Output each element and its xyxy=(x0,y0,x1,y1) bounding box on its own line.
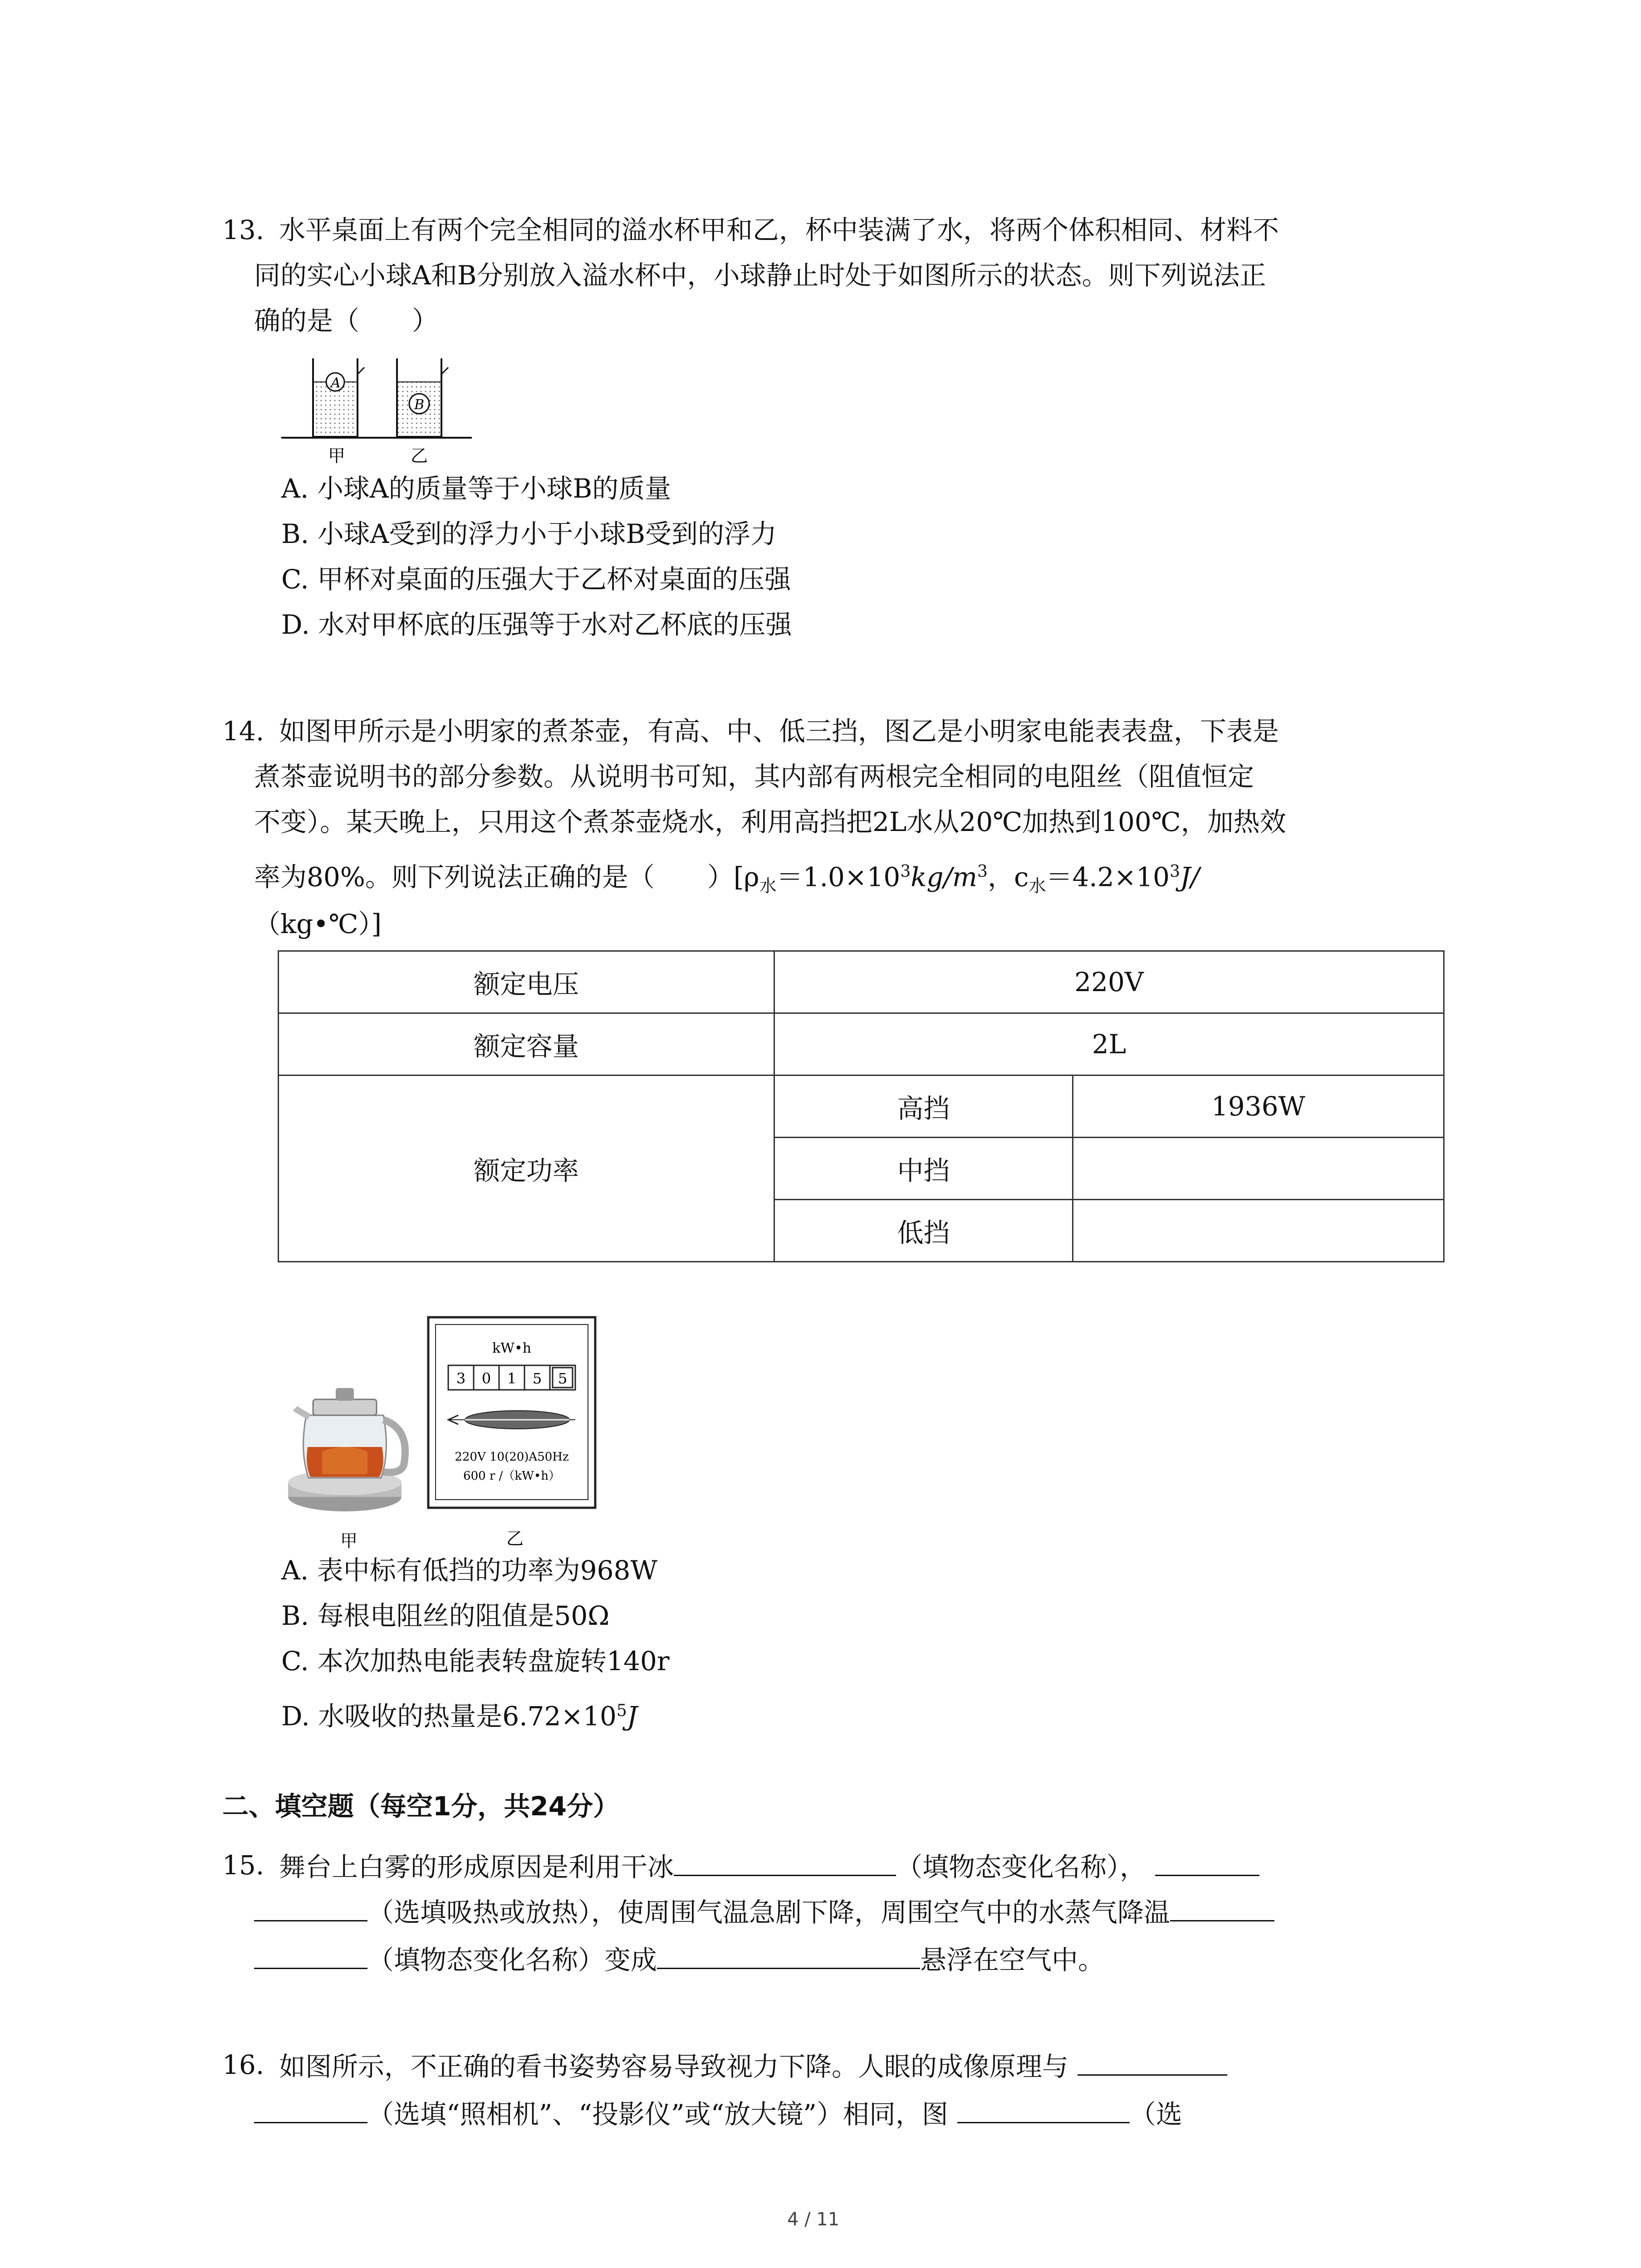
meter-digit: 3 xyxy=(456,1370,466,1387)
question-text-line: （填物态变化名称）变成 悬浮在空气中。 xyxy=(254,1941,1104,1977)
tea-kettle-image xyxy=(281,1361,417,1551)
ball-a-label: A xyxy=(331,375,341,391)
answer-blank[interactable] xyxy=(1155,1848,1259,1876)
question-number: 13. xyxy=(222,215,265,245)
question-text-line: （选填吸热或放热），使周围气温急剧下降，周围空气中的水蒸气降温 xyxy=(254,1894,1274,1929)
meter-digit: 5 xyxy=(558,1370,568,1387)
option-c: C. 本次加热电能表转盘旋转140r xyxy=(281,1646,670,1677)
question-text-line: 率为80%。则下列说法正确的是（ ）[$\rho_水=1.0\times 10^3kg/m^3$，$c_水=4.2\times 10^3J/$ xyxy=(254,861,1200,896)
table-cell: 2L xyxy=(774,1013,1444,1075)
cup-label-yi: 乙 xyxy=(411,446,428,466)
question-text-line: （选填“照相机”、“投影仪”或“放大镜”）相同，图 （选 xyxy=(254,2096,1182,2131)
question-text-line: （kg•℃）] xyxy=(254,909,382,939)
answer-blank[interactable] xyxy=(254,2096,367,2123)
meter-rev-spec: 600 r /（kW•h） xyxy=(463,1469,560,1483)
spec-table xyxy=(278,950,1445,1262)
question-text-line: 如图所示，不正确的看书姿势容易导致视力下降。人眼的成像原理与 xyxy=(279,2048,1227,2083)
question-number: 15. xyxy=(222,1850,265,1881)
question-text-line: 确的是（ ） xyxy=(254,305,439,336)
table-cell: 额定电压 xyxy=(279,951,774,1013)
option-a: A. 小球A的质量等于小球B的质量 xyxy=(281,473,671,504)
option-b: B. 每根电阻丝的阻值是50Ω xyxy=(281,1600,610,1631)
answer-blank[interactable] xyxy=(254,1941,367,1969)
table-cell: 220V xyxy=(774,951,1444,1013)
answer-blank[interactable] xyxy=(657,1941,920,1969)
question-number: 14. xyxy=(222,716,265,747)
answer-blank[interactable] xyxy=(674,1848,896,1876)
answer-blank[interactable] xyxy=(1170,1894,1274,1921)
answer-blank[interactable] xyxy=(254,1894,367,1921)
question-text-line: 水平桌面上有两个完全相同的溢水杯甲和乙，杯中装满了水，将两个体积相同、材料不 xyxy=(279,215,1279,245)
figure-label-yi: 乙 xyxy=(506,1529,524,1549)
option-b: B. 小球A受到的浮力小于小球B受到的浮力 xyxy=(281,518,777,549)
table-cell: 低挡 xyxy=(774,1200,1073,1262)
energy-meter-image xyxy=(426,1315,599,1551)
ball-b-label: B xyxy=(414,397,425,413)
table-cell: 高挡 xyxy=(774,1075,1073,1138)
question-text-line: 煮茶壶说明书的部分参数。从说明书可知，其内部有两根完全相同的电阻丝（阻值恒定 xyxy=(254,761,1254,792)
question-number: 16. xyxy=(222,2049,265,2080)
table-cell: 1936W xyxy=(1073,1075,1444,1138)
meter-digit: 0 xyxy=(481,1370,491,1387)
question-text-line: 不变）。某天晚上，只用这个煮茶壶烧水，利用高挡把2L水从20℃加热到100℃，加热效 xyxy=(254,807,1286,837)
table-cell: 额定容量 xyxy=(279,1013,774,1075)
option-d: D. 水对甲杯底的压强等于水对乙杯底的压强 xyxy=(281,609,792,640)
answer-blank[interactable] xyxy=(1078,2048,1227,2076)
question-text-line: 如图甲所示是小明家的煮茶壶，有高、中、低三挡，图乙是小明家电能表表盘，下表是 xyxy=(279,716,1279,747)
page-number: 4 / 11 xyxy=(787,2209,840,2230)
meter-unit: kW•h xyxy=(492,1340,532,1356)
table-cell: 中挡 xyxy=(774,1138,1073,1200)
figure-label-jia: 甲 xyxy=(340,1531,358,1551)
meter-spec: 220V 10(20)A50Hz xyxy=(455,1450,569,1464)
question-text-line: 同的实心小球A和B分别放入溢水杯中，小球静止时处于如图所示的状态。则下列说法正 xyxy=(254,260,1266,291)
option-c: C. 甲杯对桌面的压强大于乙杯对桌面的压强 xyxy=(281,564,791,595)
table-cell: 额定功率 xyxy=(279,1075,774,1262)
question-text-line: 舞台上白雾的形成原因是利用干冰 （填物态变化名称）， xyxy=(279,1848,1259,1884)
table-cell xyxy=(1073,1200,1444,1262)
option-d: D. 水吸收的热量是$6.72\times 10^5J$ xyxy=(281,1701,638,1732)
cup-label-jia: 甲 xyxy=(328,446,346,466)
table-cell xyxy=(1073,1138,1444,1200)
overflow-cups-figure xyxy=(279,349,474,467)
option-a: A. 表中标有低挡的功率为968W xyxy=(281,1555,658,1586)
section-heading: 二、填空题（每空1分，共24分） xyxy=(222,1791,620,1822)
answer-blank[interactable] xyxy=(957,2096,1130,2123)
meter-digit: 5 xyxy=(532,1370,542,1387)
meter-digit: 1 xyxy=(507,1370,517,1387)
